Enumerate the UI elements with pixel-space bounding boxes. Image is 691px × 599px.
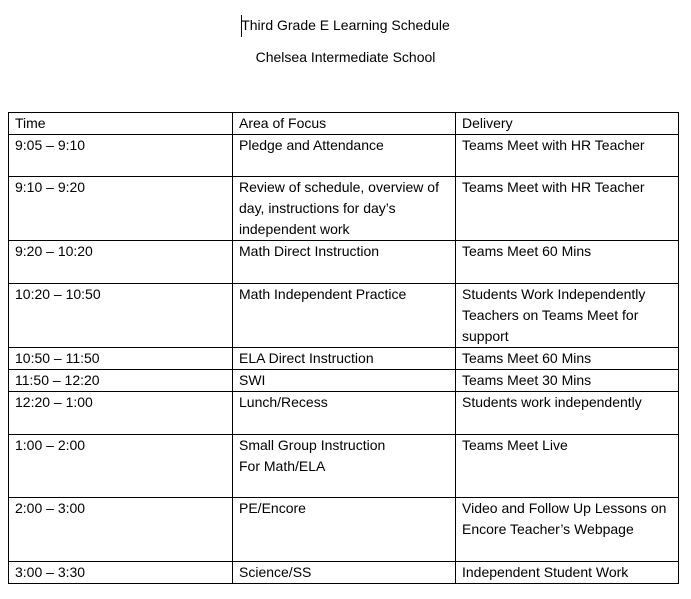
delivery-cell: Teams Meet 30 Mins (456, 370, 679, 392)
focus-cell: Math Independent Practice (233, 284, 456, 348)
focus-cell: Science/SS (233, 562, 456, 584)
delivery-cell: Independent Student Work (456, 562, 679, 584)
delivery-cell: Teams Meet with HR Teacher (456, 135, 679, 177)
delivery-cell: Video and Follow Up Lessons on Encore Teacher’s Webpage (456, 498, 679, 562)
focus-cell: PE/Encore (233, 498, 456, 562)
delivery-cell: Teams Meet 60 Mins (456, 241, 679, 284)
focus-cell: Review of schedule, overview of day, instructions for day’s independent work (233, 177, 456, 241)
delivery-cell: Teams Meet 60 Mins (456, 348, 679, 370)
header-time: Time (9, 113, 233, 135)
header-area-of-focus: Area of Focus (233, 113, 456, 135)
time-cell: 11:50 – 12:20 (9, 370, 233, 392)
focus-cell: SWI (233, 370, 456, 392)
focus-cell: Small Group Instruction For Math/ELA (233, 435, 456, 498)
delivery-cell: Students work independently (456, 392, 679, 435)
table-row (9, 370, 679, 392)
table-row (9, 562, 679, 584)
time-cell: 9:20 – 10:20 (9, 241, 233, 284)
time-cell: 3:00 – 3:30 (9, 562, 233, 584)
focus-cell: Lunch/Recess (233, 392, 456, 435)
time-cell: 9:05 – 9:10 (9, 135, 233, 177)
table-row (9, 284, 679, 348)
table-row (9, 177, 679, 241)
delivery-cell: Students Work Independently Teachers on Teams Meet for support (456, 284, 679, 348)
time-cell: 12:20 – 1:00 (9, 392, 233, 435)
table-row (9, 498, 679, 562)
table-row (9, 241, 679, 284)
table-row (9, 348, 679, 370)
focus-cell: Pledge and Attendance (233, 135, 456, 177)
table-header-row (9, 113, 679, 135)
document-title: Third Grade E Learning Schedule (241, 17, 450, 33)
time-cell: 10:50 – 11:50 (9, 348, 233, 370)
time-cell: 10:20 – 10:50 (9, 284, 233, 348)
table-row (9, 435, 679, 498)
focus-cell: Math Direct Instruction (233, 241, 456, 284)
schedule-table (8, 112, 679, 584)
delivery-cell: Teams Meet with HR Teacher (456, 177, 679, 241)
table-row (9, 392, 679, 435)
delivery-cell: Teams Meet Live (456, 435, 679, 498)
school-name: Chelsea Intermediate School (255, 49, 436, 65)
header-delivery: Delivery (456, 113, 679, 135)
time-cell: 9:10 – 9:20 (9, 177, 233, 241)
time-cell: 2:00 – 3:00 (9, 498, 233, 562)
time-cell: 1:00 – 2:00 (9, 435, 233, 498)
table-row (9, 135, 679, 177)
focus-cell: ELA Direct Instruction (233, 348, 456, 370)
